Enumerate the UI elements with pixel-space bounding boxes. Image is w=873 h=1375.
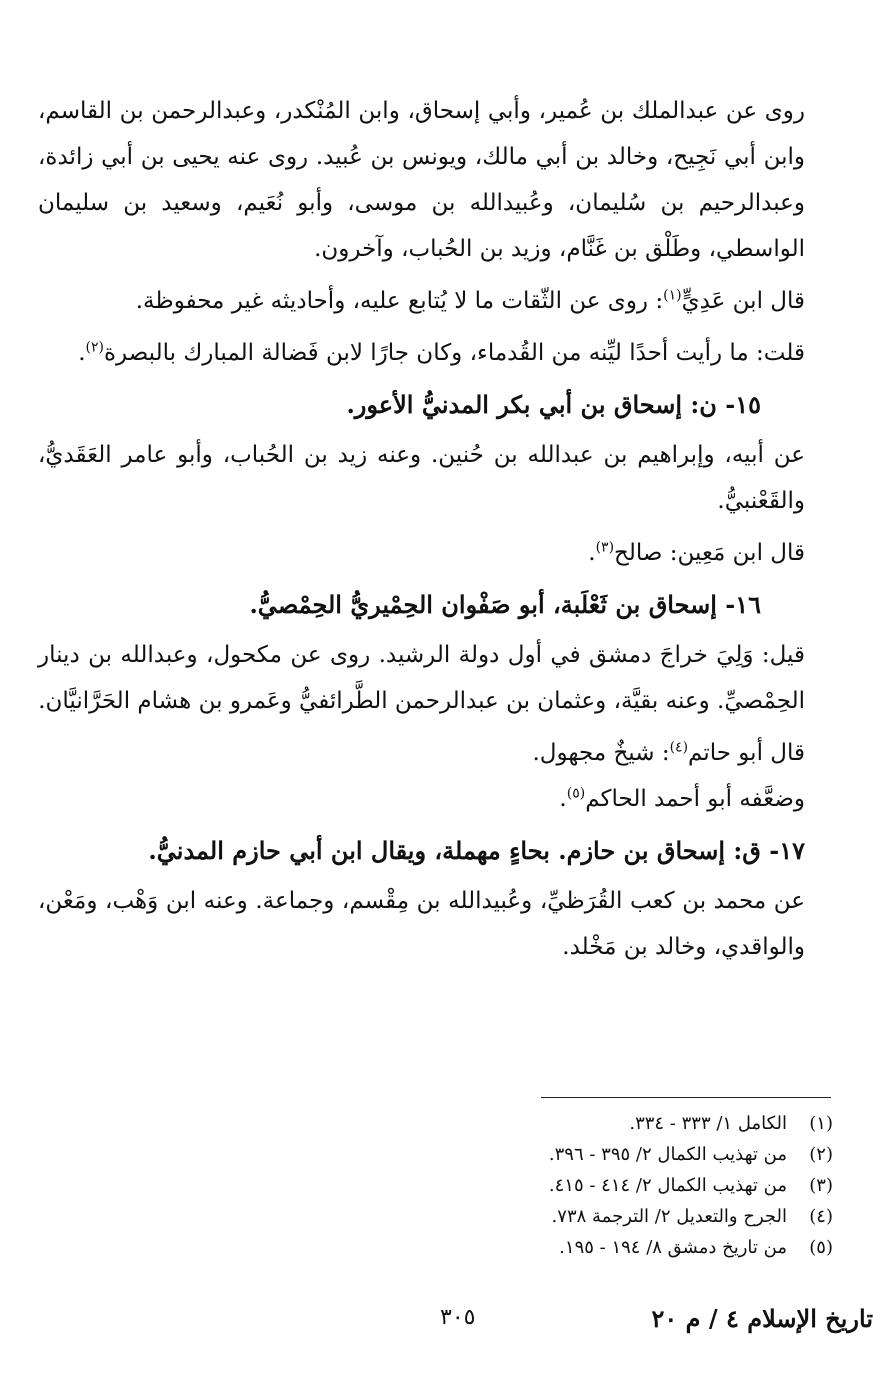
entry-16-hakim-text-start: وضعَّفه أبو أحمد الحاكم bbox=[585, 786, 805, 812]
entry-17-narrators bbox=[38, 878, 833, 970]
footnote-text: الجرح والتعديل ٢/ الترجمة ٧٣٨. bbox=[551, 1206, 787, 1227]
footnote-item bbox=[38, 1232, 833, 1263]
footnote-ref-3[interactable]: (٣) bbox=[595, 539, 615, 556]
footnote-number: (١) bbox=[809, 1113, 833, 1134]
entry-15-narrators bbox=[38, 432, 833, 524]
entry-16-hakim-text-end: . bbox=[559, 786, 567, 812]
footnote-ref-4[interactable]: (٤) bbox=[669, 739, 689, 756]
footnote-number: (٤) bbox=[809, 1206, 833, 1227]
footnote-text: من تاريخ دمشق ٨/ ١٩٤ - ١٩٥. bbox=[559, 1237, 787, 1258]
entry-15-grading-text-start: قال ابن مَعِين: صالح bbox=[614, 540, 805, 566]
entry-heading-17 bbox=[38, 828, 833, 874]
footnote-text: الكامل ١/ ٣٣٣ - ٣٣٤. bbox=[629, 1113, 787, 1134]
entry-heading-16 bbox=[38, 582, 833, 628]
footnote-item bbox=[38, 1139, 833, 1170]
footnote-number: (٥) bbox=[809, 1237, 833, 1258]
footnote-number: (٢) bbox=[809, 1144, 833, 1165]
footnotes-list bbox=[38, 1108, 833, 1263]
entry-heading-16-text: ١٦- إسحاق بن ثَعْلَبة، أبو صَفْوان الحِمْيريُّ الحِمْصيُّ. bbox=[249, 590, 761, 619]
author-comment-text-start: قلت: ما رأيت أحدًا ليِّنه من القُدماء، وكان جارًا لابن فَضالة المبارك بالبصرة bbox=[103, 340, 805, 366]
entry-17-narrators-text: عن محمد بن كعب القُرَظيِّ، وعُبيدالله بن مِقْسم، وجماعة. وعنه ابن وَهْب، ومَعْن، والواقدي، وخالد بن مَخْلد. bbox=[38, 888, 805, 960]
footnote-separator bbox=[541, 1097, 831, 1098]
footnote-item bbox=[38, 1201, 833, 1232]
footnote-text: من تهذيب الكمال ٢/ ٤١٤ - ٤١٥. bbox=[548, 1175, 787, 1196]
entry-16-abu-hatim bbox=[38, 730, 833, 776]
footnote-item bbox=[38, 1170, 833, 1201]
printer-signature: تاريخ الإسلام ٤ / م ٢٠ bbox=[651, 1304, 873, 1333]
entry-15-narrators-text: عن أبيه، وإبراهيم بن عبدالله بن حُنين. وعنه زيد بن الحُباب، وأبو عامر العَقَديُّ، والقَعْنبيُّ. bbox=[38, 442, 805, 514]
footnote-item bbox=[38, 1108, 833, 1139]
narrators-paragraph bbox=[38, 88, 833, 272]
entry-15-grading bbox=[38, 530, 833, 576]
footnote-ref-2[interactable]: (٢) bbox=[85, 339, 104, 356]
author-comment-text-end: . bbox=[78, 340, 86, 366]
ibn-adi-text-start: قال ابن عَدِيٍّ bbox=[681, 288, 805, 314]
narrators-text: روى عن عبدالملك بن عُمير، وأبي إسحاق، وابن المُنْكدر، وعبدالرحمن بن القاسم، وابن أبي نَجِيح، وخالد بن أبي مالك، ويونس بن عُبيد. روى عنه يحيى بن أبي زائدة، وعبدالرحيم بن سُليمان، وعُبيدالله بن موسى، وأبو نُعَيم، وسعيد بن سليمان الواسطي، وطَلْق بن غَنَّام، وزيد بن الحُباب، وآخرون. bbox=[38, 98, 805, 262]
author-comment-paragraph bbox=[38, 330, 833, 376]
entry-15-grading-text-end: . bbox=[588, 540, 596, 566]
footnote-ref-5[interactable]: (٥) bbox=[566, 785, 586, 802]
entry-heading-15 bbox=[38, 382, 833, 428]
entry-16-abu-hatim-text-end: : شيخٌ مجهول. bbox=[532, 740, 670, 766]
footnote-text: من تهذيب الكمال ٢/ ٣٩٥ - ٣٩٦. bbox=[548, 1144, 787, 1165]
entry-16-biography bbox=[38, 632, 833, 724]
entry-heading-17-text: ١٧- ق: إسحاق بن حازم. بحاءٍ مهملة، ويقال ابن أبي حازم المدنيُّ. bbox=[148, 836, 805, 865]
entry-16-hakim bbox=[38, 776, 833, 822]
main-text bbox=[38, 88, 833, 976]
entry-16-biography-text: قيل: وَلِيَ خراجَ دمشق في أول دولة الرشيد. روى عن مكحول، وعبدالله بن دينار الحِمْصيِّ. وعنه بقيَّة، وعثمان بن عبدالرحمن الطَّرائفيُّ وعَمرو بن هشام الحَرَّانيَّان. bbox=[38, 642, 805, 714]
ibn-adi-paragraph bbox=[38, 278, 833, 324]
ibn-adi-text-end: : روى عن الثّقات ما لا يُتابع عليه، وأحاديثه غير محفوظة. bbox=[135, 288, 664, 314]
page-number: ٣٠٥ bbox=[440, 1305, 476, 1330]
entry-16-abu-hatim-text-start: قال أبو حاتم bbox=[688, 740, 805, 766]
footnote-number: (٣) bbox=[809, 1175, 833, 1196]
footnote-ref-1[interactable]: (١) bbox=[663, 287, 682, 304]
entry-heading-15-text: ١٥- ن: إسحاق بن أبي بكر المدنيُّ الأعور. bbox=[346, 390, 761, 419]
